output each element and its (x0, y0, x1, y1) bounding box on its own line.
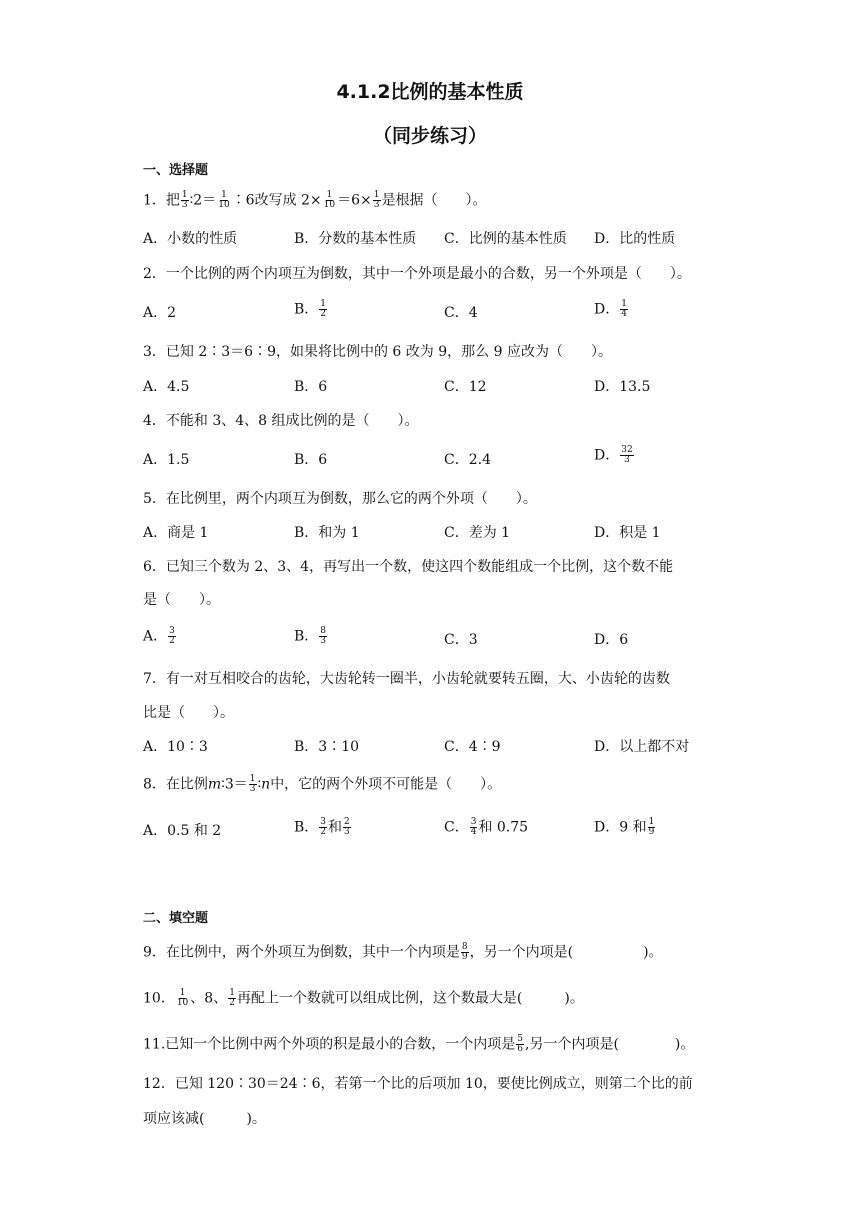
q8-option-b: B． $\frac{3}{2}$ 和 $\frac{2}{3}$ (294, 817, 350, 837)
q2-option-d: D． $\frac{1}{4}$ (594, 299, 627, 319)
question-4: 4．不能和 3、4、8 组成比例的是（ ）。 (143, 413, 419, 429)
q1-option-b: B．分数的基本性质 (294, 231, 417, 247)
q1-option-a: A．小数的性质 (143, 231, 238, 247)
q2-option-c: C．4 (444, 305, 478, 321)
q5-option-c: C．差为 1 (444, 525, 511, 541)
question-1: 1．把 $\frac{1}{3}$ ∶2＝ $\frac{1}{10}$ ∶6改写成 2× $\frac{1}{10}$ ＝6× $\frac{1}{3}$ 是根据（ ）。 (143, 190, 487, 210)
question-11: 11.已知一个比例中两个外项的积是最小的合数，一个内项是 $\frac{5}{6}$ ,另一个内项是( )。 (143, 1034, 695, 1054)
fraction: $\frac{3}{2}$ (169, 626, 175, 646)
q8-option-c: C． $\frac{3}{4}$ 和 0.75 (444, 817, 529, 837)
q7-option-a: A．10∶3 (143, 739, 208, 755)
question-6-line-1: 6．已知三个数为 2、3、4，再写出一个数，使这四个数能组成一个比例，这个数不能 (143, 559, 674, 575)
question-12-line-1: 12．已知 120∶30＝24∶6，若第一个比的后项加 10，要使比例成立，则第二个比的前 (143, 1076, 693, 1092)
fraction: $\frac{1}{3}$ (249, 774, 256, 794)
fraction: $\frac{1}{2}$ (320, 299, 327, 319)
q3-option-d: D．13.5 (594, 379, 651, 395)
fraction: $\frac{1}{3}$ (181, 190, 188, 210)
section-heading-fill: 二、填空题 (143, 911, 209, 926)
q8-option-d: D．9 和 $\frac{1}{9}$ (594, 817, 655, 837)
q4-option-a: A．1.5 (143, 452, 190, 468)
question-7-line-2: 比是（ ）。 (143, 705, 234, 721)
fraction: $\frac{1}{10}$ (218, 190, 230, 210)
question-7-line-1: 7．有一对互相咬合的齿轮，大齿轮转一圈半，小齿轮就要转五圈，大、小齿轮的齿数 (143, 671, 670, 687)
fraction: $\frac{8}{3}$ (320, 626, 327, 646)
q5-option-d: D．积是 1 (594, 525, 661, 541)
q5-option-b: B．和为 1 (294, 525, 360, 541)
q4-option-b: B．6 (294, 452, 328, 468)
fraction: $\frac{1}{10}$ (176, 988, 189, 1008)
q2-option-a: A．2 (143, 305, 177, 321)
q6-option-d: D．6 (594, 632, 629, 648)
fraction: $\frac{1}{3}$ (373, 190, 380, 210)
fraction: $\frac{1}{4}$ (621, 299, 627, 319)
question-3: 3．已知 2∶3＝6∶9，如果将比例中的 6 改为 9，那么 9 应改为（ ）。 (143, 344, 612, 360)
q4-option-d: D． $\frac{32}{3}$ (594, 445, 633, 465)
fraction: $\frac{32}{3}$ (621, 445, 633, 465)
fraction: $\frac{5}{6}$ (517, 1034, 523, 1054)
page-subtitle: （同步练习） (372, 125, 487, 147)
question-8: 8．在比例m∶3＝ $\frac{1}{3}$ ∶n中，它的两个外项不可能是（ ）。 (143, 774, 502, 794)
question-2: 2．一个比例的两个内项互为倒数，其中一个外项是最小的合数，另一个外项是（ ）。 (143, 266, 691, 282)
q3-option-a: A．4.5 (143, 379, 190, 395)
question-9: 9．在比例中，两个外项互为倒数，其中一个内项是 $\frac{8}{9}$ ，另一个内项是( )。 (143, 942, 663, 962)
q6-option-c: C．3 (444, 632, 478, 648)
question-5: 5．在比例里，两个内项互为倒数，那么它的两个外项（ ）。 (143, 491, 537, 507)
q3-option-c: C．12 (444, 379, 487, 395)
q5-option-a: A．商是 1 (143, 525, 209, 541)
question-6-line-2: 是（ ）。 (143, 592, 220, 608)
section-heading-choice: 一、选择题 (143, 163, 209, 178)
q4-option-c: C．2.4 (444, 452, 491, 468)
q7-option-c: C．4∶9 (444, 739, 501, 755)
question-10: 10． $\frac{1}{10}$ 、8、 $\frac{1}{2}$ 再配上一个数就可以组成比例，这个数最大是( )。 (143, 988, 584, 1008)
q7-option-d: D．以上都不对 (594, 739, 690, 755)
fraction: $\frac{1}{2}$ (229, 988, 235, 1008)
q7-option-b: B．3∶10 (294, 739, 360, 755)
q1-option-c: C．比例的基本性质 (444, 231, 567, 247)
q2-option-b: B． $\frac{1}{2}$ (294, 299, 327, 319)
fraction: $\frac{3}{2}$ (320, 817, 327, 837)
q1-option-d: D．比的性质 (594, 231, 676, 247)
fraction: $\frac{1}{10}$ (323, 190, 336, 210)
q8-option-a: A．0.5 和 2 (143, 823, 222, 839)
fraction: $\frac{3}{4}$ (470, 817, 477, 837)
question-12-line-2: 项应该减( )。 (143, 1111, 266, 1127)
page-title: 4.1.2比例的基本性质 (336, 81, 524, 103)
q6-option-b: B． $\frac{8}{3}$ (294, 626, 327, 646)
q6-option-a: A． $\frac{3}{2}$ (143, 626, 175, 646)
q3-option-b: B．6 (294, 379, 328, 395)
fraction: $\frac{2}{3}$ (344, 817, 350, 837)
fraction: $\frac{1}{9}$ (648, 817, 655, 837)
fraction: $\frac{8}{9}$ (461, 942, 468, 962)
